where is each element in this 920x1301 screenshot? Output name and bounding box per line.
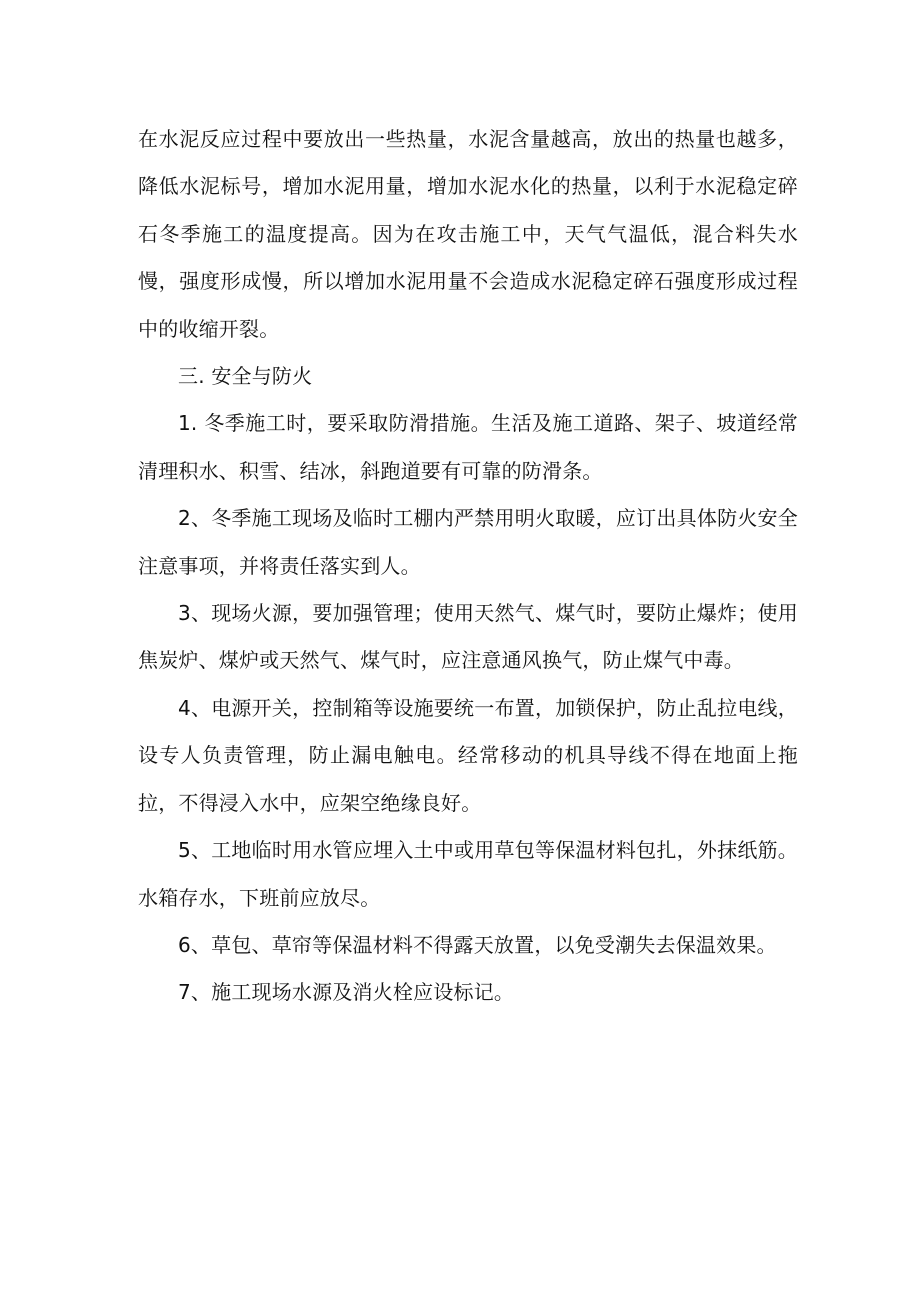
document-body xyxy=(138,116,798,1017)
section-heading-safety-fire: 三. 安全与防火 xyxy=(178,364,313,389)
paragraph-item-1: 1. 冬季施工时，要采取防滑措施。生活及施工道路、架子、坡道经常清理积水、积雪、结冰，斜跑道要有可靠的防滑条。 xyxy=(138,411,798,483)
paragraph-item-6: 6、草包、草帘等保温材料不得露天放置，以免受潮失去保温效果。 xyxy=(178,932,777,957)
paragraph-item-2: 2、冬季施工现场及临时工棚内严禁用明火取暖，应订出具体防火安全注意事项，并将责任落实到人。 xyxy=(138,506,798,578)
paragraph-item-5: 5、工地临时用水管应埋入土中或用草包等保温材料包扎，外抹纸筋。水箱存水，下班前应放尽。 xyxy=(138,838,798,910)
paragraph-item-3: 3、现场火源，要加强管理；使用天然气、煤气时，要防止爆炸；使用焦炭炉、煤炉或天然气、煤气时，应注意通风换气，防止煤气中毒。 xyxy=(138,601,798,673)
paragraph-cement-heat: 在水泥反应过程中要放出一些热量，水泥含量越高，放出的热量也越多，降低水泥标号，增加水泥用量，增加水泥水化的热量，以利于水泥稳定碎石冬季施工的温度提高。因为在攻击施工中，天气气温低，混合料失水慢，强度形成慢，所以增加水泥用量不会造成水泥稳定碎石强度形成过程中的收缩开裂。 xyxy=(138,127,798,341)
paragraph-item-4: 4、电源开关，控制箱等设施要统一布置，加锁保护，防止乱拉电线，设专人负责管理，防止漏电触电。经常移动的机具导线不得在地面上拖拉，不得浸入水中，应架空绝缘良好。 xyxy=(138,695,798,815)
paragraph-item-7: 7、施工现场水源及消火栓应设标记。 xyxy=(178,980,515,1005)
